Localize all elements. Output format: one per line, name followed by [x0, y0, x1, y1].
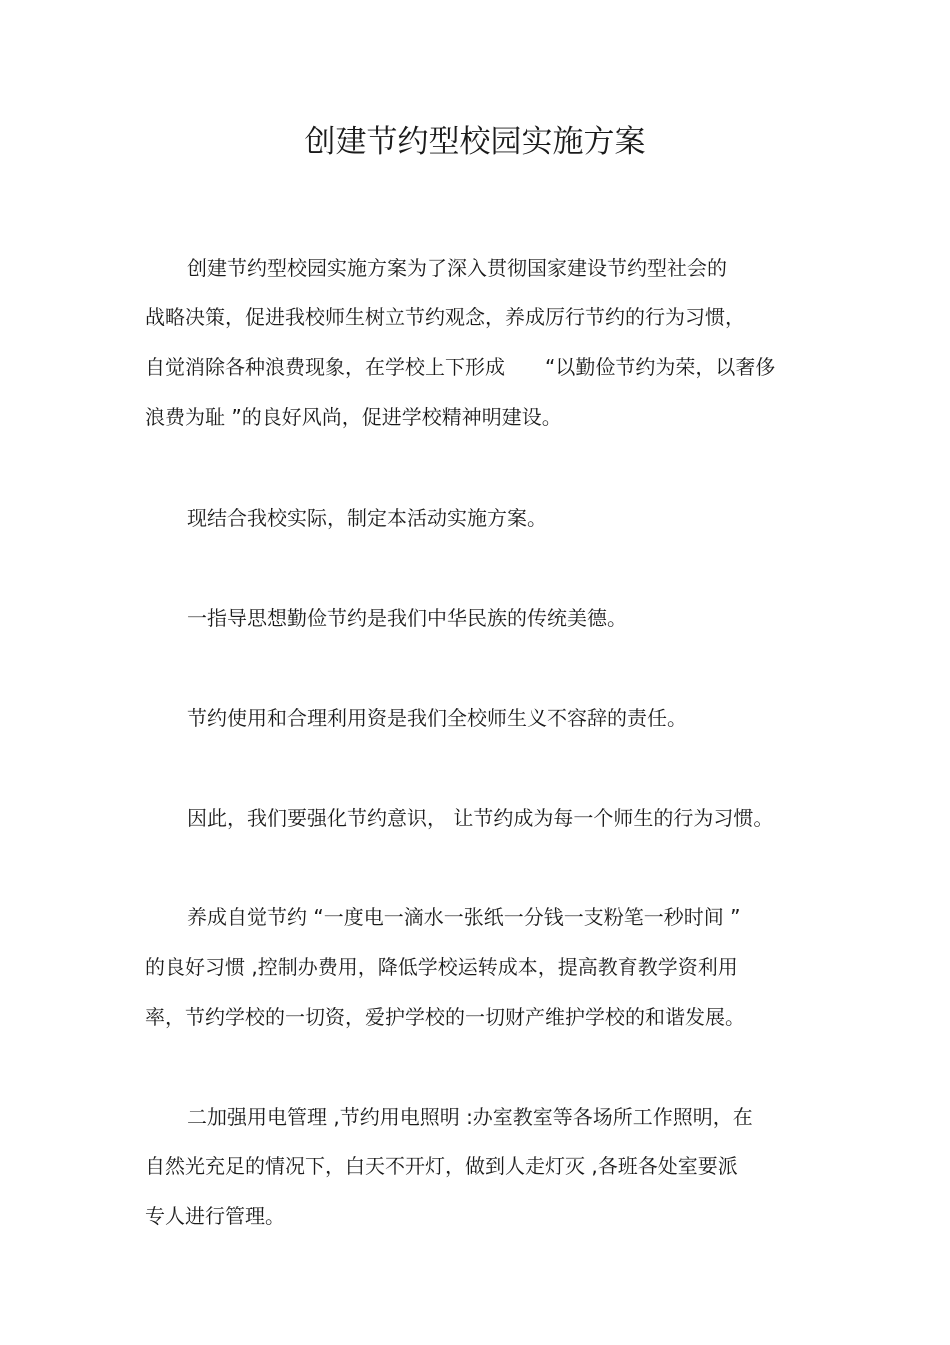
paragraph-line: 率，节约学校的一切资，爱护学校的一切财产维护学校的和谐发展。 [145, 1005, 745, 1029]
paragraph-line: 专人进行管理。 [145, 1204, 285, 1228]
paragraph-line: 浪费为耻 ”的良好风尚，促进学校精神明建设。 [145, 405, 562, 429]
paragraph-line: 一指导思想勤俭节约是我们中华民族的传统美德。 [187, 606, 627, 630]
document-title: 创建节约型校园实施方案 [304, 124, 646, 160]
paragraph-line: 战略决策，促进我校师生树立节约观念，养成厉行节约的行为习惯， [145, 305, 745, 329]
paragraph-line: 现结合我校实际，制定本活动实施方案。 [187, 506, 547, 530]
paragraph-line: 养成自觉节约 “一度电一滴水一张纸一分钱一支粉笔一秒时间 ” [187, 905, 741, 929]
paragraph-line: 二加强用电管理 ,节约用电照明 :办室教室等各场所工作照明，在 [187, 1105, 753, 1129]
paragraph-line: 自然光充足的情况下，白天不开灯，做到人走灯灭 ,各班各处室要派 [145, 1154, 738, 1178]
paragraph-line: 创建节约型校园实施方案为了深入贯彻国家建设节约型社会的 [187, 256, 727, 280]
paragraph-line: 节约使用和合理利用资是我们全校师生义不容辞的责任。 [187, 706, 687, 730]
paragraph-line: 因此，我们要强化节约意识， 让节约成为每一个师生的行为习惯。 [187, 806, 774, 830]
paragraph-line: 自觉消除各种浪费现象，在学校上下形成 “以勤俭节约为荣，以奢侈 [145, 355, 776, 379]
paragraph-line: 的良好习惯 ,控制办费用，降低学校运转成本，提高教育教学资利用 [145, 955, 738, 979]
